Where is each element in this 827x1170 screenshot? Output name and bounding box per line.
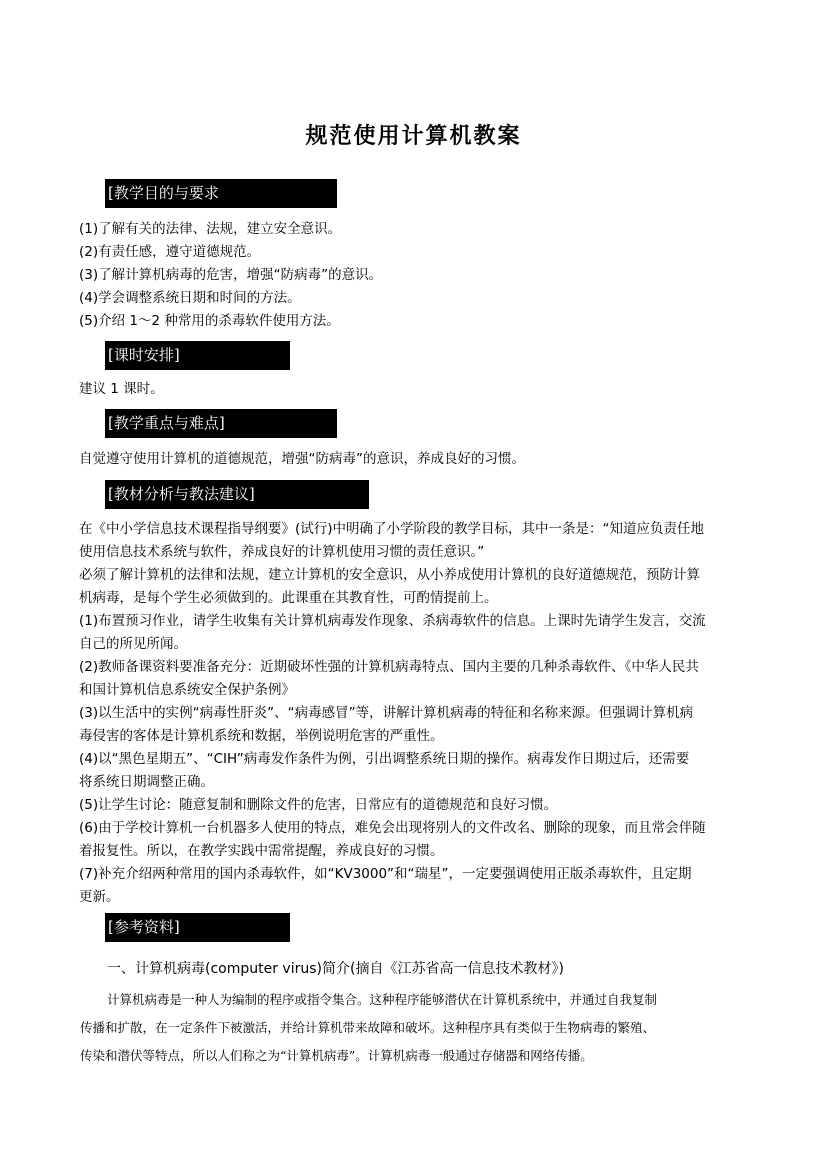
reference-body [80,986,752,1070]
paragraph-line: 使用信息技术系统与软件，养成良好的计算机使用习惯的责任意识。” [79,544,485,560]
analysis-paragraph [79,794,751,817]
paragraph-line: 更新。 [79,889,120,905]
section-heading-key-points: [教学重点与难点] [105,409,337,438]
paragraph-line: 必须了解计算机的法律和法规，建立计算机的安全意识，从小养成使用计算机的良好道德规范，预防计算 [79,567,700,583]
paragraph-line: (6)由于学校计算机一台机器多人使用的特点，难免会出现将别人的文件改名、删除的现象，而且常会伴随 [79,820,706,836]
objective-item: (4)学会调整系统日期和时间的方法。 [79,290,301,306]
analysis-paragraph [79,610,751,656]
paragraph-line: 机病毒，是每个学生必须做到的。此课重在其教育性，可酌情提前上。 [79,590,498,606]
paragraph-line: 和国计算机信息系统安全保护条例》 [79,682,295,698]
objective-item: (3)了解计算机病毒的危害，增强“防病毒”的意识。 [79,267,383,283]
paragraph-line: 将系统日期调整正确。 [79,774,214,790]
analysis-paragraph [79,656,751,702]
reference-line: 传播和扩散，在一定条件下被激活，并给计算机带来故障和破坏。这种程序具有类似于生物病毒的繁殖、 [80,1020,656,1035]
reference-subheading: 一、计算机病毒(computer virus)简介(摘自《江苏省高一信息技术教材》) [107,961,564,977]
schedule-text: 建议 1 课时。 [79,381,164,397]
paragraph-line: (4)以“黑色星期五”、“CIH”病毒发作条件为例，引出调整系统日期的操作。病毒发作日期过后，还需要 [79,751,690,767]
paragraph-line: (2)教师备课资料要准备充分：近期破坏性强的计算机病毒特点、国内主要的几种杀毒软件、《中华人民共 [79,659,699,675]
section-heading-references: [参考资料] [105,913,290,942]
paragraph-line: (3)以生活中的实例“病毒性肝炎”、“病毒感冒”等，讲解计算机病毒的特征和名称来源。但强调计算机病 [79,705,694,721]
reference-line: 传染和潜伏等特点，所以人们称之为“计算机病毒”。计算机病毒一般通过存储器和网络传播。 [80,1048,593,1063]
section-heading-analysis: [教材分析与教法建议] [105,480,369,509]
objective-item: (2)有责任感，遵守道德规范。 [79,244,261,260]
analysis-paragraph [79,863,751,909]
paragraph-line: (5)让学生讨论：随意复制和删除文件的危害，日常应有的道德规范和良好习惯。 [79,797,558,813]
analysis-paragraph [79,702,751,748]
paragraph-line: (7)补充介绍两种常用的国内杀毒软件，如“KV3000”和“瑞星”，一定要强调使用正版杀毒软件，且定期 [79,866,692,882]
section-heading-schedule: [课时安排] [105,341,290,370]
section-heading-objectives: [教学目的与要求 [105,179,337,208]
key-points-text: 自觉遵守使用计算机的道德规范，增强“防病毒”的意识，养成良好的习惯。 [79,451,525,467]
paragraph-line: 在《中小学信息技术课程指导纲要》(试行)中明确了小学阶段的教学目标，其中一条是：“知道应负责任地 [79,521,705,537]
paragraph-line: 毒侵害的客体是计算机系统和数据，举例说明危害的严重性。 [79,728,444,744]
analysis-paragraph [79,564,751,610]
objective-item: (5)介绍 1～2 种常用的杀毒软件使用方法。 [79,313,340,329]
paragraph-line: (1)布置预习作业，请学生收集有关计算机病毒发作现象、杀病毒软件的信息。上课时先请学生发言，交流 [79,613,706,629]
analysis-body [79,518,751,909]
reference-line: 计算机病毒是一种人为编制的程序或指令集合。这种程序能够潜伏在计算机系统中，并通过自我复制 [107,992,658,1007]
paragraph-line: 着报复性。所以，在教学实践中需常提醒，养成良好的习惯。 [79,843,444,859]
analysis-paragraph [79,518,751,564]
analysis-paragraph [79,748,751,794]
document-title: 规范使用计算机教案 [305,123,522,149]
objective-item: (1)了解有关的法律、法规，建立安全意识。 [79,221,342,237]
analysis-paragraph [79,817,751,863]
paragraph-line: 自己的所见所闻。 [79,636,187,652]
